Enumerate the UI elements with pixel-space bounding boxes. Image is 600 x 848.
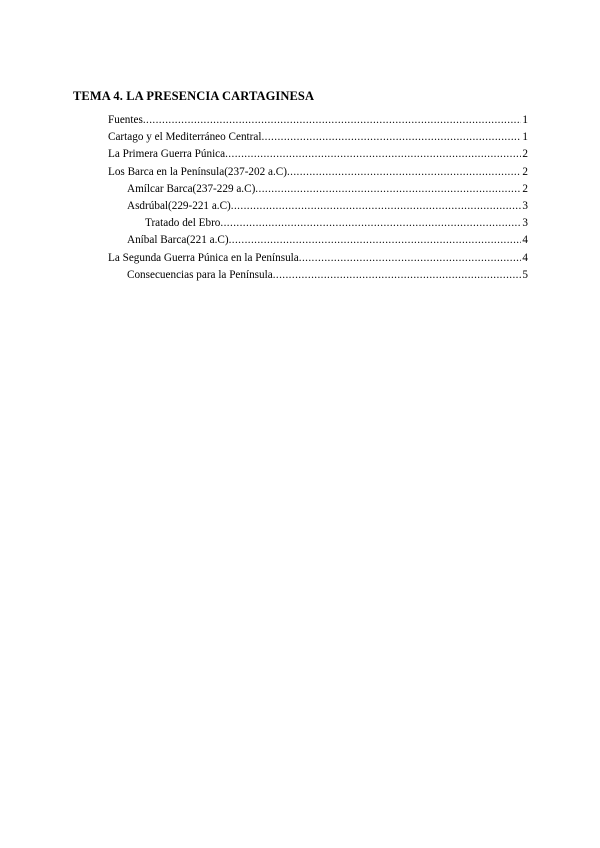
toc-entry-page: 1 bbox=[522, 114, 528, 126]
toc-entry-label: Cartago y el Mediterráneo Central bbox=[108, 131, 262, 144]
toc-entry-amilcar[interactable] bbox=[108, 181, 528, 198]
toc-entry-page: 2 bbox=[522, 182, 528, 195]
toc-entry-segunda-guerra[interactable] bbox=[108, 250, 528, 267]
table-of-contents bbox=[108, 112, 528, 284]
toc-entry-label: Asdrúbal(229-221 a.C) bbox=[127, 199, 231, 212]
toc-entry-primera-guerra[interactable] bbox=[108, 146, 528, 163]
toc-entry-tratado-ebro[interactable] bbox=[108, 215, 528, 232]
toc-entry-page: 5 bbox=[522, 268, 528, 281]
toc-entry-label: Aníbal Barca(221 a.C) bbox=[127, 234, 229, 247]
toc-entry-label: Los Barca en la Península(237-202 a.C) bbox=[108, 165, 287, 178]
toc-entry-page: 2 bbox=[522, 148, 528, 161]
toc-leader-dots bbox=[143, 112, 522, 129]
toc-leader-dots bbox=[220, 215, 521, 232]
toc-entry-label: Amílcar Barca(237-229 a.C) bbox=[127, 182, 256, 195]
toc-entry-label: La Segunda Guerra Púnica en la Península bbox=[108, 251, 299, 264]
toc-entry-consecuencias[interactable] bbox=[108, 267, 528, 284]
toc-leader-dots bbox=[231, 198, 522, 215]
toc-leader-dots bbox=[255, 181, 521, 198]
toc-entry-anibal[interactable] bbox=[108, 232, 528, 249]
toc-entry-los-barca[interactable] bbox=[108, 164, 528, 181]
toc-entry-page: 3 bbox=[522, 217, 528, 230]
toc-entry-page: 4 bbox=[522, 251, 528, 264]
toc-leader-dots bbox=[273, 267, 522, 284]
toc-leader-dots bbox=[229, 232, 522, 249]
toc-entry-page: 2 bbox=[522, 165, 528, 178]
toc-entry-label: La Primera Guerra Púnica bbox=[108, 148, 226, 161]
toc-leader-dots bbox=[225, 146, 521, 163]
toc-entry-label: Consecuencias para la Península bbox=[127, 268, 273, 281]
toc-entry-fuentes[interactable] bbox=[108, 112, 528, 129]
toc-leader-dots bbox=[261, 129, 521, 146]
toc-entry-label: Fuentes bbox=[108, 114, 143, 126]
document-title: TEMA 4. LA PRESENCIA CARTAGINESA bbox=[73, 89, 315, 103]
toc-entry-cartago[interactable] bbox=[108, 129, 528, 146]
toc-entry-page: 3 bbox=[522, 199, 528, 212]
toc-entry-label: Tratado del Ebro bbox=[145, 217, 221, 230]
toc-entry-page: 1 bbox=[522, 131, 528, 144]
toc-leader-dots bbox=[287, 164, 521, 181]
toc-entry-asdrubal[interactable] bbox=[108, 198, 528, 215]
toc-leader-dots bbox=[299, 250, 522, 267]
toc-entry-page: 4 bbox=[522, 234, 528, 247]
